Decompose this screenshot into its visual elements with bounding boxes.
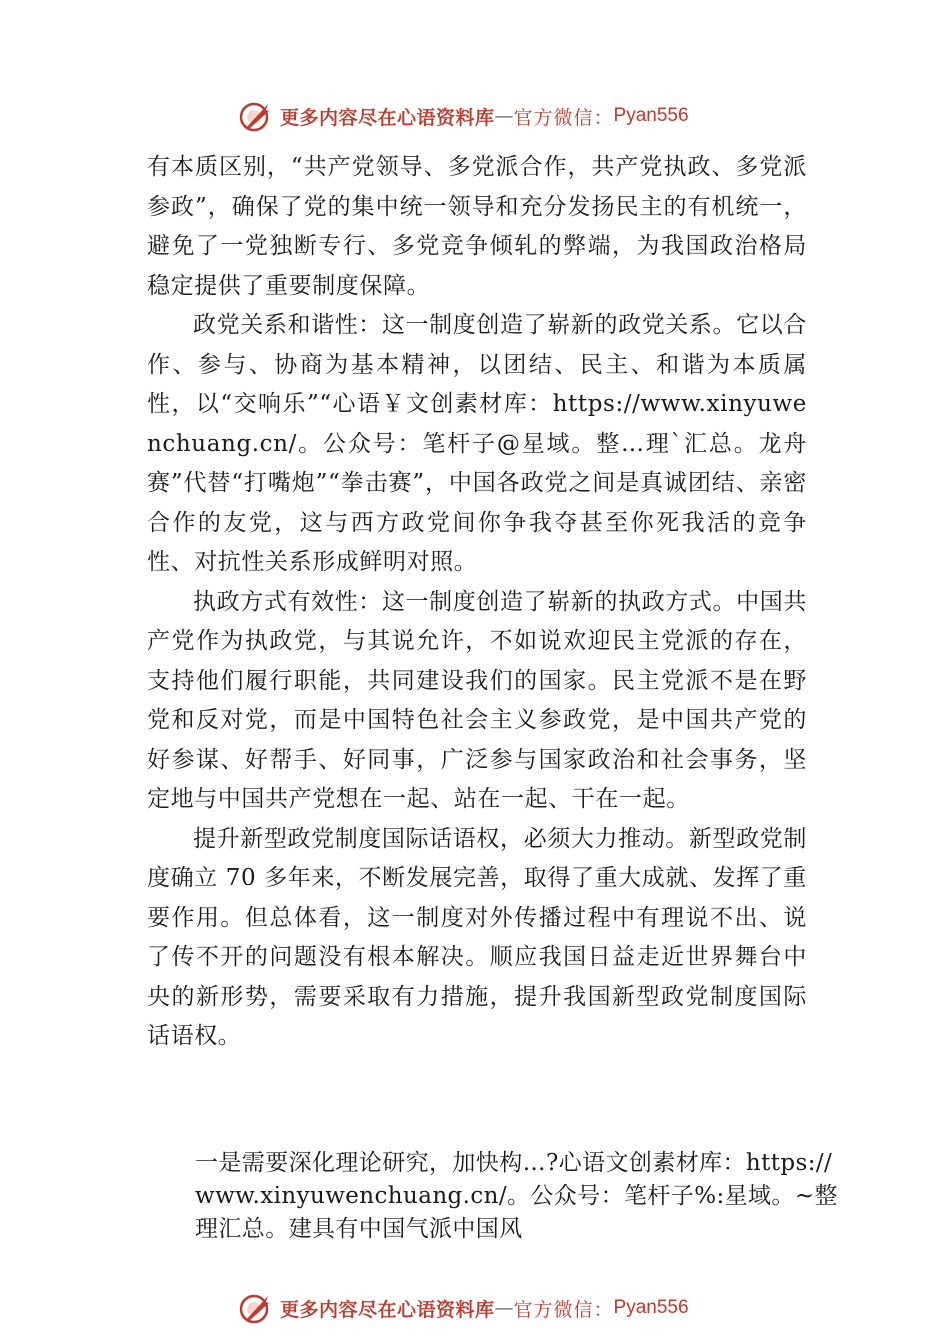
paragraph: 政党关系和谐性：这一制度创造了崭新的政党关系。它以合作、参与、协商为基本精神，以团结、民主、和谐为本质属性，以“交响乐”“心语￥文创素材库：https://www.xinyuwenchuang.cn/。公众号：笔杆子@星域。整…理`汇总。龙舟赛”代替“打嘴炮”“拳击赛”，中国各政党之间是真诚团结、亲密合作的友党，这与西方政党间你争我夺甚至你死我活的竞争性、对抗性关系形成鲜明对照。 [147, 312, 807, 575]
last-paragraph: 一是需要深化理论研究，加快构…?心语文创素材库：https://www.xinyuwenchuang.cn/。公众号：笔杆子%:星域。~整理汇总。建具有中国气派中国风 [195, 1150, 838, 1242]
paragraph: 提升新型政党制度国际话语权，必须大力推动。新型政党制度确立 70 多年来，不断发展完善，取得了重大成就、发挥了重要作用。但总体看，这一制度对外传播过程中有理说不出、说了传不开的问题没有根本解决。顺应我国日益走近世界舞台中央的新形势，需要采取有力措施，提升我国新型政党制度国际话语权。 [147, 825, 807, 1049]
document-body [147, 148, 807, 1057]
paragraph: 执政方式有效性：这一制度创造了崭新的执政方式。中国共产党作为执政党，与其说允许，不如说欢迎民主党派的存在，支持他们履行职能，共同建设我们的国家。民主党派不是在野党和反对党，而是中国特色社会主义参政党，是中国共产党的好参谋、好帮手、好同事，广泛参与国家政治和社会事务，坚定地与中国共产党想在一起、站在一起、干在一起。 [147, 588, 807, 812]
header-title: 更多内容尽在心语资料库 [280, 106, 495, 129]
paragraph: 有本质区别，“共产党领导、多党派合作，共产党执政、多党派参政”，确保了党的集中统一领导和充分发扬民主的有机统一，避免了一党独断专行、多党竞争倾轧的弊端，为我国政治格局稳定提供了重要制度保障。 [147, 154, 807, 299]
footer-wechat-label: 官方微信： [513, 1298, 614, 1321]
header-wechat-label: 官方微信： [513, 106, 614, 129]
footer-banner [238, 1288, 689, 1328]
quill-logo-icon [238, 1290, 274, 1326]
footer-wechat-id: Pyan556 [613, 1297, 689, 1318]
footer-title: 更多内容尽在心语资料库 [280, 1298, 495, 1321]
header-wechat-id: Pyan556 [613, 105, 689, 126]
header-separator: — [494, 105, 514, 127]
quill-logo-icon [238, 98, 274, 134]
footer-separator: — [494, 1297, 514, 1319]
header-banner [238, 96, 689, 136]
